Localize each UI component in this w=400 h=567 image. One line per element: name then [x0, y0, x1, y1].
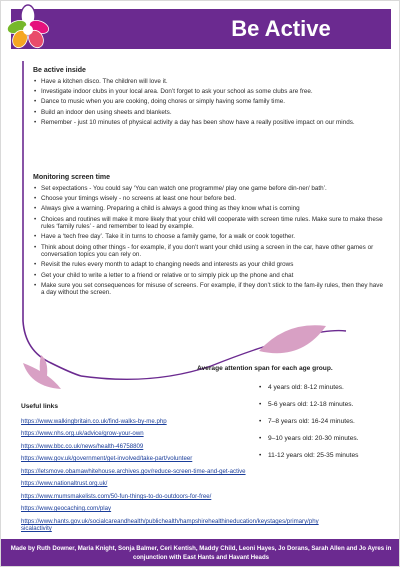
list-item: • Set expectations - You could say ‘You can watch one programme/ play one game before din-ner/ bath’.: [34, 185, 327, 192]
list-item: • 9–10 years old: 20-30 minutes.: [259, 435, 359, 442]
bullet-list: [33, 78, 388, 126]
bullet-icon: •: [259, 384, 262, 391]
useful-links-title: Useful links: [21, 403, 59, 410]
list-item: • Have a ‘tech free day’. Take it in turns to choose a family game, for a walk or cook together.: [34, 233, 295, 241]
link[interactable]: https://letsmove.obamawhitehouse.archives.gov/reduce-screen-time-and-get-active: [21, 467, 246, 475]
link[interactable]: https://www.gov.uk/government/get-involved/take-part/volunteer: [21, 455, 193, 463]
bullet-icon: •: [34, 233, 37, 241]
section-title: Be active inside: [33, 67, 86, 74]
page-title: Be Active: [231, 16, 331, 41]
leaf-left-lower-icon: [23, 363, 61, 389]
bullet-icon: •: [259, 401, 262, 408]
list-item: [21, 418, 321, 425]
link[interactable]: https://www.nhs.org.uk/advice/grow-your-own: [21, 430, 144, 438]
list-item: • Always give a warning. Preparing a child is always a good thing as they know what is coming: [34, 205, 300, 213]
list-item: • Choose your timings wisely - no screens at least one hour before bed.: [34, 195, 236, 203]
bullet-icon: •: [259, 452, 262, 459]
bullet-icon: •: [34, 281, 37, 289]
bullet-icon: •: [259, 435, 262, 442]
list-item: • 4 years old: 8-12 minutes.: [259, 384, 344, 391]
list-item: [21, 430, 321, 437]
section-screen-time: [33, 174, 388, 299]
list-item: • 7–8 years old: 16-24 minutes.: [259, 418, 355, 425]
list-item: [21, 505, 321, 512]
section-active-inside: [33, 67, 388, 129]
bullet-icon: •: [34, 205, 37, 213]
bullet-list: [33, 185, 388, 297]
list-item: • Investigate indoor clubs in your local area. Don’t forget to ask your school as some clubs are free.: [34, 88, 313, 96]
link[interactable]: https://www.geocaching.com/play: [21, 505, 112, 513]
list-item: • Dance to music when you are cooking, doing chores or simply having some family time.: [34, 98, 285, 106]
flower-logo-icon: [5, 3, 51, 55]
list-item: [21, 493, 321, 500]
list-item: • Get your child to write a letter to a friend or relative or to simply pick up the phone and chat: [34, 271, 294, 279]
list-item: [21, 455, 321, 462]
list-item: • Revisit the rules every month to adapt to changing needs and interests as your child grows: [34, 261, 294, 269]
bullet-icon: •: [34, 185, 37, 192]
list-item: • 5-6 years old: 12-18 minutes.: [259, 401, 354, 408]
bullet-icon: •: [34, 78, 37, 85]
list-item: [21, 518, 321, 533]
list-item: • Make sure you set consequences for misuse of screens. For example, if they don’t stick to the fam-ily rules, then they have a day without the screen.: [34, 281, 383, 297]
leaf-right-icon: [259, 325, 326, 353]
header: [1, 1, 400, 55]
section-title: Monitoring screen time: [33, 174, 111, 181]
link[interactable]: https://www.mumsmakelists.com/50-fun-things-to-do-outdoors-for-free/: [21, 492, 212, 500]
bullet-icon: •: [34, 271, 37, 279]
leaf-left-icon: [40, 355, 48, 386]
bullet-icon: •: [34, 118, 37, 126]
list-item: [21, 443, 321, 450]
list-item: • Have a kitchen disco. The children will love it.: [34, 78, 168, 85]
bullet-icon: •: [34, 108, 37, 116]
list-item: • Remember - just 10 minutes of physical activity a day has been show have a really positive impact on our minds.: [34, 118, 355, 126]
list-item: • Build an indoor den using sheets and blankets.: [34, 108, 172, 116]
link[interactable]: https://www.walkingbritain.co.uk/find-walks-by-me.php: [21, 418, 167, 425]
bullet-icon: •: [34, 215, 37, 223]
attention-span-title: Average attention span for each age group.: [197, 365, 333, 372]
list-item: • Choices and routines will make it more likely that your child will cooperate with screen time rules. Make sure to make these rules ‘family rules’ - and remember to lead by example.: [34, 215, 383, 231]
bullet-icon: •: [34, 88, 37, 96]
list-item: [21, 480, 321, 487]
link[interactable]: https://www.bbc.co.uk/news/health-46758809: [21, 442, 144, 450]
list-item: • Think about doing other things - for example, if you don’t want your child using a screen in the car, have other games or conversation topics you can rely on.: [34, 243, 374, 259]
bullet-icon: •: [34, 195, 37, 203]
list-item: [21, 468, 321, 475]
footer: [1, 539, 400, 567]
bullet-icon: •: [34, 243, 37, 251]
bullet-icon: •: [34, 98, 37, 106]
bullet-icon: •: [259, 418, 262, 425]
list-item: • 11-12 years old: 25-35 minutes: [259, 452, 359, 459]
footer-credits: Made by Ruth Downer, Maria Knight, Sonja Balmer, Ceri Kentish, Maddy Child, Leoni Hayes, Jo Dorans, Sarah Allen and Jo Ayres in conjunction with East Hants and Havant Heads: [10, 545, 392, 561]
link[interactable]: https://www.hants.gov.uk/socialcareandhealth/publichealth/hampshirehealthineducation/keystages/primary/physicalactivity: [21, 517, 319, 533]
useful-links-list: [21, 418, 321, 538]
bullet-icon: •: [34, 261, 37, 269]
link[interactable]: https://www.nationaltrust.org.uk/: [21, 480, 108, 488]
